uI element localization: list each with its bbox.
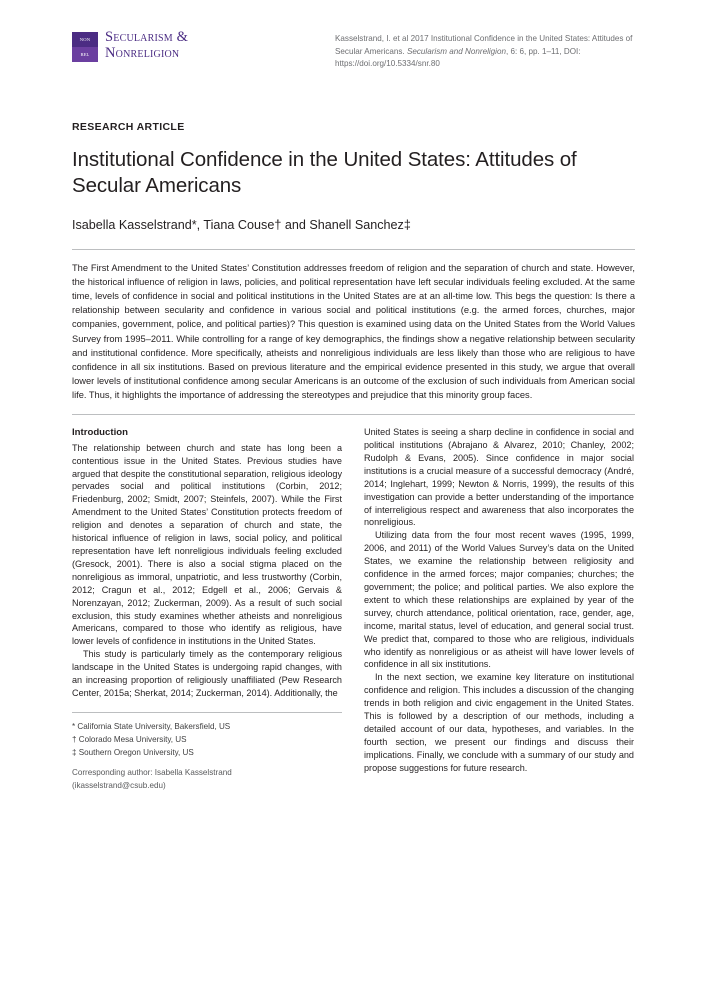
citation-line-1: Kasselstrand, I. et al 2017 Institutional Confidence in the [335, 34, 538, 43]
column-left [72, 426, 342, 792]
corresponding-author-email[interactable]: (ikasselstrand@csub.edu) [72, 781, 166, 791]
footnote-block [72, 712, 342, 793]
journal-logo-icon [72, 32, 98, 62]
citation-line-3-italic: Nonreligion [465, 46, 506, 56]
abstract-text: The First Amendment to the United States’ Constitution addresses freedom of religion and the separation of church and state. However, the historical influence of religion in laws, policies, and political representation have left secular individuals feeling excluded. At the same time, levels of confidence in social and political institutions in the United States are at an all-time low. This begs the question: Is there a relationship between secularity and confidence in various social and political institutions (e.g. the armed forces, churches, major companies, government, police, and political parties)? This question is examined using data on the United States from the World Values Survey from 1995–2011. While controlling for a range of key demographics, the findings show a negative relationship between secularity and institutional confidence. More specifically, atheists and nonreligious individuals are less likely than those who are religious to have confidence in all six institutions. Based on previous literature and the empirical evidence presented in this study, we argue that overall lower levels of institutional confidence among secular Americans is an outcome of the exclusion of such individuals from American social life. Thus, it highlights the importance of addressing the stereotypes and prejudice that this minority group faces. [72, 262, 635, 400]
citation-block [335, 30, 635, 71]
author-list: Isabella Kasselstrand*, Tiana Couse† and Shanell Sanchez‡ [72, 217, 411, 232]
divider-top [72, 249, 635, 250]
column-right [364, 426, 634, 792]
journal-logo-wordmark [105, 30, 188, 61]
paragraph: This study is particularly timely as the contemporary religious landscape in the United States is undergoing rapid changes, with an increasing proportion of religiously unaffiliated (Pew Research Center, 2015a; Sherkat, 2014; Zuckerman, 2014). Additionally, the [72, 649, 342, 698]
citation-line-2-plain: United States: Attitudes of Secular Americans. [335, 34, 633, 56]
journal-masthead [72, 26, 635, 71]
footnote-affiliation-3: ‡ Southern Oregon University, US [72, 748, 194, 758]
article-type-label: RESEARCH ARTICLE [72, 120, 185, 133]
journal-logo [72, 30, 292, 62]
paragraph: Utilizing data from the four most recent waves (1995, 1999, 2006, and 2011) of the World Values Survey’s data on the United States, we examine the relationship between religiosity and confidence in the armed forces; major companies; churches; the government; the police; and political parties. We also explore the extent to which these relationships are explained by year of the survey, church attendance, political orientation, race, gender, age, income, marital status, level of education, and general social trust. We predict that, compared to those who are religious, individuals who identify as nonreligious or as atheist will have lower levels of confidence in all six institutions. [364, 530, 634, 670]
journal-title-line2: Nonreligion [105, 44, 180, 61]
footnote-affiliation-1: * California State University, Bakersfield, US [72, 721, 231, 731]
paragraph: United States is seeing a sharp decline in confidence in social and political institutions (Abrajano & Alvarez, 2010; Chanley, 2002; Rudolph & Evans, 2005). Since confidence in major social institutions is a crucial measure of a successful democracy (André, 2014; Inglehart, 1999; Newton & Norris, 1999), the results of this investigation can provide a better understanding of the importance of interreligious respect and awareness that also incorporates the nonreligious. [364, 427, 634, 528]
corresponding-author-line: Corresponding author: Isabella Kasselstrand [72, 768, 232, 778]
divider-bottom [72, 414, 635, 415]
citation-line-2-italic: Secularism and [406, 46, 463, 56]
footnote-affiliation-2: † Colorado Mesa University, US [72, 734, 187, 744]
paragraph: The relationship between church and state has long been a contentious issue in the United States. Previous studies have argued that despite the constitutional separation, religious ideology pervades social and political institutions (Corbin, 2012; Friedenburg, 2002; Smidt, 2007; Steinfels, 2007). While the First Amendment to the United States’ Constitution protects freedom of religion and denotes a separation of church and state, the historical influence of religion in laws, social policy, and political representation have left nonreligious individuals feeling excluded (Gresock, 2001). There is also a social stigma placed on the nonreligious as immoral, unpatriotic, and less trustworthy (Corbin, 2012; Cragun et al., 2012; Edgell et al., 2006; Gervais & Norenzayan, 2012; Zuckerman, 2009). As a result of such social exclusion, this study examines whether atheists and nonreligious Americans, compared to those who identify as religious, have lower levels of confidence in institutions in the United States. [72, 442, 342, 647]
citation-line-3-plain: , 6: 6, pp. 1–11, DOI: https://doi.org/10.5334/snr.80 [335, 46, 581, 69]
logo-mark-top-text: NON [72, 32, 98, 47]
logo-mark-bottom-text: REL [72, 47, 98, 62]
journal-title-line1: Secularism & [105, 29, 189, 45]
section-heading-introduction: Introduction [72, 427, 128, 439]
page-title: Institutional Confidence in the United States: Attitudes of Secular Americans [72, 147, 577, 198]
paragraph: In the next section, we examine key literature on institutional confidence and religion. This includes a discussion of the changing trends in both religion and civic engagement in the United States. This is followed by a description of our methods, including a detailed account of our data, hypotheses, and variables. In the fourth section, we present our findings and discuss their implications. Finally, we conclude with a summary of our study and propose suggestions for future research. [364, 672, 634, 773]
body-columns [72, 426, 635, 792]
